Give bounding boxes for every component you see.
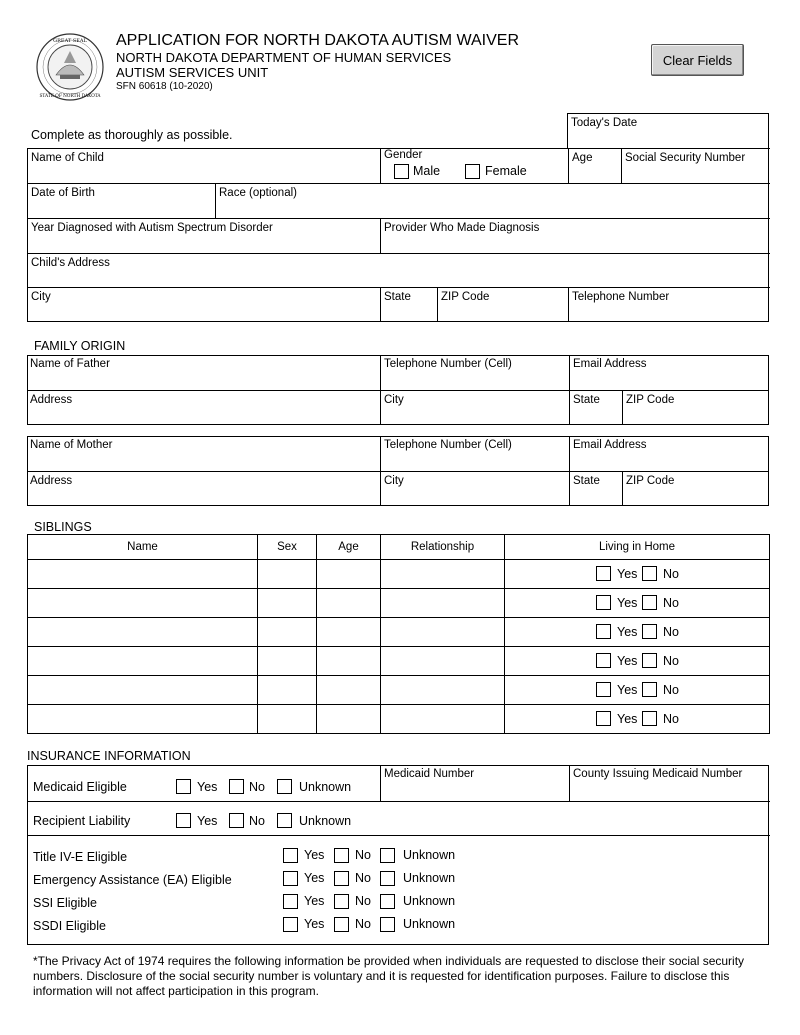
liability-unknown-checkbox[interactable] — [277, 813, 292, 828]
ssi-no-checkbox[interactable] — [334, 894, 349, 909]
ea-no-label: No — [355, 871, 371, 885]
ea-yes-checkbox[interactable] — [283, 871, 298, 886]
sibling-relationship-field[interactable] — [381, 676, 505, 705]
mother-zip-label: ZIP Code — [626, 475, 675, 487]
sibling-living-in-home — [505, 618, 770, 647]
medicaid-number-label: Medicaid Number — [384, 768, 475, 780]
father-city-label: City — [384, 394, 404, 406]
sibling-relationship-field[interactable] — [381, 705, 505, 734]
col-sex-header: Sex — [258, 535, 317, 560]
child-phone-label: Telephone Number — [572, 291, 670, 303]
living-no-checkbox[interactable] — [642, 595, 657, 610]
sibling-row — [28, 676, 770, 705]
living-no-label: No — [663, 625, 679, 639]
female-checkbox[interactable] — [465, 164, 480, 179]
father-section — [27, 355, 769, 425]
mother-name-label: Name of Mother — [30, 439, 113, 451]
mother-state-label: State — [573, 475, 600, 487]
mother-section — [27, 436, 769, 506]
mother-state-field[interactable] — [569, 471, 622, 506]
ssdi-unknown-label: Unknown — [403, 917, 456, 931]
race-label: Race (optional) — [219, 187, 297, 199]
year-diagnosed-label: Year Diagnosed with Autism Spectrum Disorder — [31, 222, 273, 234]
ssdi-label: SSDI Eligible — [33, 919, 106, 933]
dob-label: Date of Birth — [31, 187, 95, 199]
living-no-checkbox[interactable] — [642, 653, 657, 668]
father-name-label: Name of Father — [30, 358, 110, 370]
child-state-field[interactable] — [380, 287, 437, 322]
ssi-yes-checkbox[interactable] — [283, 894, 298, 909]
state-seal-logo — [36, 33, 104, 101]
sibling-row — [28, 647, 770, 676]
mother-name-field[interactable] — [27, 436, 380, 471]
sibling-sex-field[interactable] — [258, 705, 317, 734]
sibling-sex-field[interactable] — [258, 647, 317, 676]
sibling-name-field[interactable] — [28, 647, 258, 676]
todays-date-label: Today's Date — [571, 117, 638, 129]
col-relationship-header: Relationship — [381, 535, 505, 560]
ssdi-yes-checkbox[interactable] — [283, 917, 298, 932]
father-zip-field[interactable] — [622, 390, 769, 425]
ssdi-no-checkbox[interactable] — [334, 917, 349, 932]
title-ive-no-label: No — [355, 848, 371, 862]
col-living-header: Living in Home — [505, 535, 770, 560]
child-address-label: Child's Address — [31, 257, 110, 269]
ssn-label: Social Security Number — [625, 152, 746, 164]
mother-phone-field[interactable] — [380, 436, 569, 471]
col-name-header: Name — [28, 535, 258, 560]
father-city-field[interactable] — [380, 390, 569, 425]
recipient-liability-row — [27, 801, 770, 836]
father-address-label: Address — [30, 394, 73, 406]
insurance-heading: INSURANCE INFORMATION — [27, 749, 191, 763]
child-state-label: State — [384, 291, 411, 303]
sibling-name-field[interactable] — [28, 589, 258, 618]
female-label: Female — [485, 164, 527, 178]
living-no-label: No — [663, 596, 679, 610]
liability-unknown-label: Unknown — [299, 814, 352, 828]
sibling-living-in-home — [505, 589, 770, 618]
ssi-yes-label: Yes — [304, 894, 325, 908]
intro-text: Complete as thoroughly as possible. — [31, 128, 233, 142]
medicaid-number-field[interactable] — [380, 765, 569, 801]
mother-city-field[interactable] — [380, 471, 569, 506]
living-no-checkbox[interactable] — [642, 682, 657, 697]
liability-no-checkbox[interactable] — [229, 813, 244, 828]
child-zip-label: ZIP Code — [441, 291, 490, 303]
sibling-living-in-home — [505, 676, 770, 705]
clear-fields-button[interactable]: Clear Fields — [651, 44, 744, 76]
living-yes-label: Yes — [617, 596, 638, 610]
father-zip-label: ZIP Code — [626, 394, 675, 406]
county-medicaid-label: County Issuing Medicaid Number — [573, 768, 743, 780]
age-label: Age — [572, 152, 593, 164]
sibling-age-field[interactable] — [317, 705, 381, 734]
privacy-footnote: *The Privacy Act of 1974 requires the following information be provided when individuals are requested to disclose their social security numbers. Disclosure of the social security number is voluntary and it is requested for identification purposes. Failure to disclose this information will not affect participation in this program. — [33, 954, 745, 998]
child-name-label: Name of Child — [31, 152, 104, 164]
dob-field[interactable] — [27, 183, 215, 218]
sibling-relationship-field[interactable] — [381, 647, 505, 676]
insurance-section — [27, 765, 769, 945]
living-yes-label: Yes — [617, 625, 638, 639]
title-ive-label: Title IV-E Eligible — [33, 850, 128, 864]
child-phone-field[interactable] — [568, 287, 770, 322]
sibling-name-field[interactable] — [28, 676, 258, 705]
living-no-label: No — [663, 567, 679, 581]
sibling-living-in-home — [505, 560, 770, 589]
sibling-age-field[interactable] — [317, 618, 381, 647]
sibling-sex-field[interactable] — [258, 618, 317, 647]
mother-address-field[interactable] — [27, 471, 380, 506]
liability-no-label: No — [249, 814, 265, 828]
child-address-field[interactable] — [27, 253, 770, 288]
sibling-sex-field[interactable] — [258, 589, 317, 618]
living-yes-label: Yes — [617, 654, 638, 668]
living-yes-checkbox[interactable] — [596, 566, 611, 581]
title-ive-unknown-label: Unknown — [403, 848, 456, 862]
living-yes-label: Yes — [617, 712, 638, 726]
race-field[interactable] — [215, 183, 770, 218]
father-email-field[interactable] — [569, 355, 769, 390]
father-state-label: State — [573, 394, 600, 406]
sibling-row — [28, 589, 770, 618]
liability-yes-checkbox[interactable] — [176, 813, 191, 828]
ea-label: Emergency Assistance (EA) Eligible — [33, 873, 232, 887]
sibling-sex-field[interactable] — [258, 676, 317, 705]
mother-email-field[interactable] — [569, 436, 769, 471]
ea-unknown-checkbox[interactable] — [380, 871, 395, 886]
ssi-label: SSI Eligible — [33, 896, 97, 910]
father-phone-field[interactable] — [380, 355, 569, 390]
living-no-label: No — [663, 683, 679, 697]
sibling-name-field[interactable] — [28, 705, 258, 734]
child-name-field[interactable] — [27, 148, 380, 183]
siblings-table — [27, 534, 770, 734]
eligibility-group — [27, 835, 770, 945]
form-number: SFN 60618 (10-2020) — [116, 81, 213, 92]
father-email-label: Email Address — [573, 358, 647, 370]
title-ive-unknown-checkbox[interactable] — [380, 848, 395, 863]
todays-date-field[interactable] — [567, 113, 769, 149]
county-medicaid-field[interactable] — [569, 765, 769, 801]
sibling-row — [28, 705, 770, 734]
col-age-header: Age — [317, 535, 381, 560]
ssdi-unknown-checkbox[interactable] — [380, 917, 395, 932]
ea-unknown-label: Unknown — [403, 871, 456, 885]
living-no-checkbox[interactable] — [642, 711, 657, 726]
mother-phone-label: Telephone Number (Cell) — [384, 439, 512, 451]
liability-yes-label: Yes — [197, 814, 218, 828]
sibling-age-field[interactable] — [317, 589, 381, 618]
form-title: APPLICATION FOR NORTH DAKOTA AUTISM WAIVER — [116, 32, 520, 49]
sibling-living-in-home — [505, 705, 770, 734]
living-no-checkbox[interactable] — [642, 566, 657, 581]
ssn-field[interactable] — [621, 148, 770, 183]
form-header — [116, 32, 519, 94]
medicaid-yes-label: Yes — [197, 780, 218, 794]
ea-yes-label: Yes — [304, 871, 325, 885]
title-ive-yes-label: Yes — [304, 848, 325, 862]
age-field[interactable] — [568, 148, 621, 183]
sibling-sex-field[interactable] — [258, 560, 317, 589]
sibling-age-field[interactable] — [317, 676, 381, 705]
sibling-name-field[interactable] — [28, 560, 258, 589]
child-city-field[interactable] — [27, 287, 380, 322]
child-city-label: City — [31, 291, 51, 303]
sibling-row — [28, 560, 770, 589]
living-yes-label: Yes — [617, 683, 638, 697]
medicaid-no-checkbox[interactable] — [229, 779, 244, 794]
medicaid-yes-checkbox[interactable] — [176, 779, 191, 794]
recipient-liability-label: Recipient Liability — [33, 814, 131, 828]
ssdi-no-label: No — [355, 917, 371, 931]
medicaid-no-label: No — [249, 780, 265, 794]
living-no-checkbox[interactable] — [642, 624, 657, 639]
sibling-age-field[interactable] — [317, 647, 381, 676]
seal-top-text: GREAT SEAL — [53, 38, 87, 44]
title-ive-no-checkbox[interactable] — [334, 848, 349, 863]
medicaid-unknown-label: Unknown — [299, 780, 352, 794]
medicaid-eligible-label: Medicaid Eligible — [33, 780, 127, 794]
male-checkbox[interactable] — [394, 164, 409, 179]
living-yes-checkbox[interactable] — [596, 595, 611, 610]
mother-email-label: Email Address — [573, 439, 647, 451]
mother-address-label: Address — [30, 475, 73, 487]
child-info-section — [27, 148, 769, 322]
medicaid-eligible-row — [27, 765, 380, 801]
ea-no-checkbox[interactable] — [334, 871, 349, 886]
provider-field[interactable] — [380, 218, 770, 253]
unit-name: AUTISM SERVICES UNIT — [116, 65, 269, 80]
ssi-no-label: No — [355, 894, 371, 908]
ssdi-yes-label: Yes — [304, 917, 325, 931]
mother-city-label: City — [384, 475, 404, 487]
sibling-living-in-home — [505, 647, 770, 676]
sibling-relationship-field[interactable] — [381, 618, 505, 647]
living-yes-checkbox[interactable] — [596, 653, 611, 668]
gender-field — [380, 148, 568, 183]
title-ive-yes-checkbox[interactable] — [283, 848, 298, 863]
mother-zip-field[interactable] — [622, 471, 769, 506]
department-name: NORTH DAKOTA DEPARTMENT OF HUMAN SERVICES — [116, 50, 452, 65]
family-origin-heading: FAMILY ORIGIN — [34, 339, 126, 353]
living-no-label: No — [663, 712, 679, 726]
father-address-field[interactable] — [27, 390, 380, 425]
ssi-unknown-label: Unknown — [403, 894, 456, 908]
father-phone-label: Telephone Number (Cell) — [384, 358, 512, 370]
male-label: Male — [413, 164, 441, 178]
sibling-age-field[interactable] — [317, 560, 381, 589]
siblings-header-row — [28, 535, 770, 560]
provider-label: Provider Who Made Diagnosis — [384, 222, 540, 234]
sibling-relationship-field[interactable] — [381, 589, 505, 618]
sibling-name-field[interactable] — [28, 618, 258, 647]
father-state-field[interactable] — [569, 390, 622, 425]
living-yes-checkbox[interactable] — [596, 711, 611, 726]
father-name-field[interactable] — [27, 355, 380, 390]
ssi-unknown-checkbox[interactable] — [380, 894, 395, 909]
gender-label: Gender — [384, 149, 423, 161]
year-diagnosed-field[interactable] — [27, 218, 380, 253]
seal-bottom-text: STATE OF NORTH DAKOTA — [39, 94, 101, 99]
living-yes-label: Yes — [617, 567, 638, 581]
medicaid-unknown-checkbox[interactable] — [277, 779, 292, 794]
living-yes-checkbox[interactable] — [596, 682, 611, 697]
child-zip-field[interactable] — [437, 287, 568, 322]
sibling-relationship-field[interactable] — [381, 560, 505, 589]
living-yes-checkbox[interactable] — [596, 624, 611, 639]
siblings-heading: SIBLINGS — [34, 520, 92, 534]
sibling-row — [28, 618, 770, 647]
living-no-label: No — [663, 654, 679, 668]
